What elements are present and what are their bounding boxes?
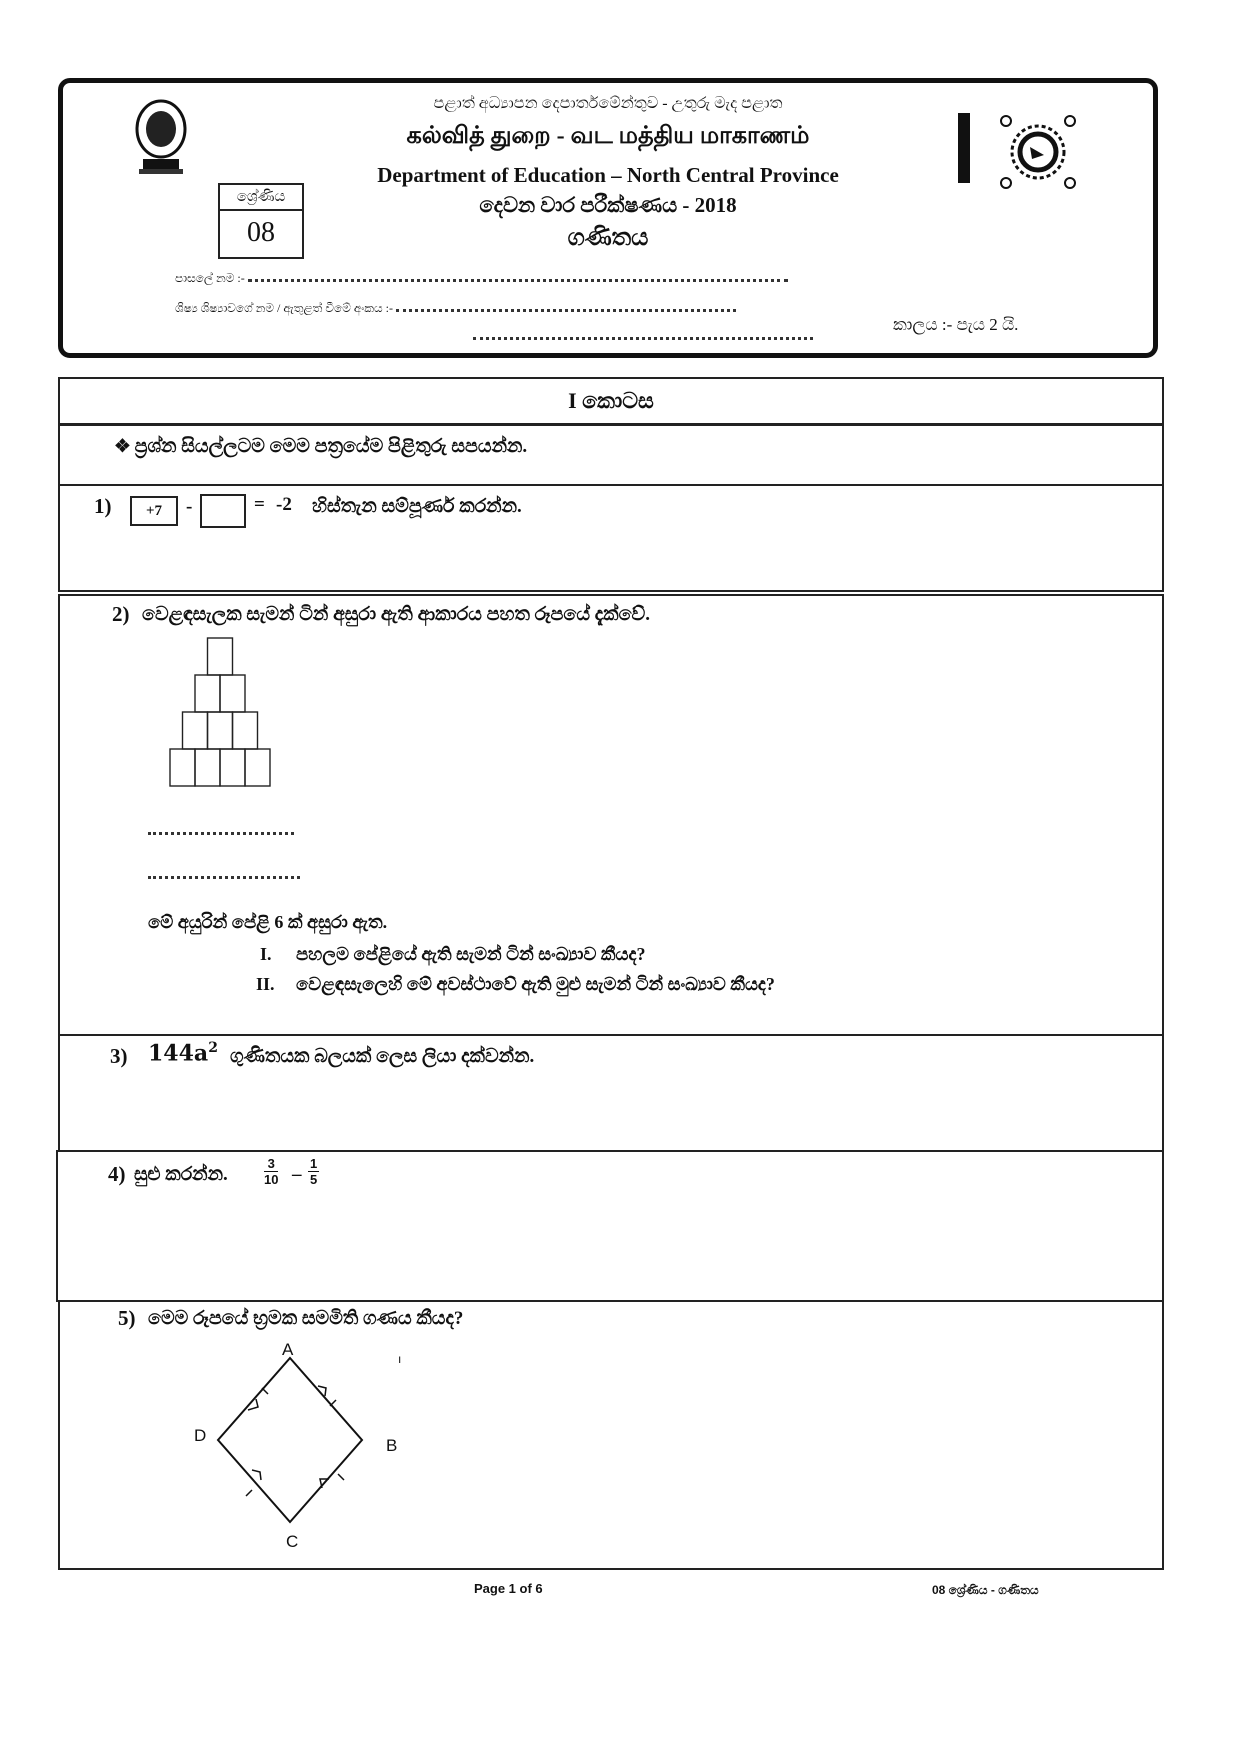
question-2-pattern-dots-2[interactable] [148, 872, 300, 879]
question-2-number: 2) [112, 602, 130, 626]
question-2-sub1-label: I. [260, 944, 272, 964]
tin-box [245, 749, 270, 786]
student-name-field-2 [473, 327, 813, 344]
student-name-field [175, 299, 736, 316]
tin-stack-figure [160, 636, 280, 801]
question-4-fraction-1-numerator: 3 [264, 1156, 278, 1172]
question-2-sub1: පහලම පේළියේ ඇති සැමන් ටින් සංඛ්‍යාව කීයද? [296, 944, 646, 964]
question-1-result: -2 [276, 494, 292, 515]
page-number: Page 1 of 6 [474, 1581, 543, 1596]
question-4-fraction-2-denominator: 5 [310, 1172, 318, 1187]
tin-box [195, 675, 220, 712]
tin-box [183, 712, 208, 749]
question-5 [58, 1300, 1164, 1570]
province-line: පළාත් අධ්‍යාපන දෙපාර්තමේන්තුව - උතුරු මැද පළාත [433, 95, 783, 112]
school-name-field [175, 269, 788, 286]
exam-header [58, 78, 1158, 358]
question-4-text: සුළු කරන්න. [134, 1164, 228, 1185]
question-3-text: ගුණිතයක බලයක් ලෙස ලියා දක්වන්න. [230, 1046, 535, 1067]
question-1-given-box: +7 [130, 496, 178, 526]
question-2-rows-text: මේ අයුරින් පේළි 6 ක් අසුරා ඇත. [148, 912, 388, 932]
question-4 [56, 1150, 1164, 1302]
question-3-expression-exponent: 2 [208, 1040, 218, 1056]
question-2-sub2: වෙළඳසැලෙහි මේ අවස්ථාවේ ඇති මුළු සැමන් ටින් සංඛ්‍යාව කීයද? [296, 974, 775, 994]
question-2 [58, 594, 1164, 1036]
student-name-label: ශිෂ්‍ය ශිෂ්‍යාවගේ නම / ඇතුළත් වීමේ අංකය :- [175, 301, 394, 315]
tin-box [208, 638, 233, 675]
question-2-pattern-dots-1[interactable] [148, 828, 294, 835]
question-5-text: මෙම රූපයේ භ්‍රමක සමමිති ගණය කීයද? [148, 1308, 464, 1329]
department-line: Department of Education – North Central Province [377, 163, 839, 187]
tin-box [233, 712, 258, 749]
term-line: දෙවන වාර පරීක්ෂණය - 2018 [479, 193, 737, 217]
student-name-dots-2 [473, 327, 813, 340]
question-4-fraction-2-numerator: 1 [310, 1156, 318, 1171]
section-instruction: ❖ ප්‍රශ්න සියල්ලටම මෙම පත්‍රයේම පිළිතුරු සපයන්න. [58, 424, 1164, 486]
subject-line: ගණිතය [567, 225, 649, 251]
question-1-equals: = [254, 494, 265, 515]
question-4-minus: – [292, 1164, 302, 1185]
question-5-number: 5) [118, 1306, 136, 1330]
department-logo-icon [998, 113, 1078, 191]
grade-box [218, 183, 304, 259]
question-4-fraction-1 [264, 1156, 278, 1187]
point-d-label: D [194, 1426, 207, 1445]
question-1 [58, 484, 1164, 592]
question-2-sub2-label: II. [256, 974, 275, 994]
grade-label: ශ්‍රේණිය [220, 185, 302, 211]
point-c-label: C [286, 1532, 299, 1551]
tamil-dept-line: கல்வித் துறை - வட மத்திய மாகாணம் [406, 123, 810, 149]
grade-value: 08 [247, 217, 275, 248]
tin-box [208, 712, 233, 749]
question-3-expression [148, 1040, 218, 1066]
point-a-label: A [282, 1340, 294, 1359]
footer-subject: 08 ශ්‍රේණිය - ගණිතය [932, 1583, 1039, 1597]
question-3-number: 3) [110, 1044, 128, 1068]
student-name-dots [396, 299, 736, 312]
point-b-label: B [386, 1436, 398, 1455]
tin-box [220, 749, 245, 786]
time-allowed: කාලය :- පැය 2 යි. [893, 315, 1019, 334]
school-name-label: පාසලේ නම :- [175, 271, 245, 285]
question-4-fraction-1-denominator: 10 [264, 1172, 279, 1187]
question-1-text: හිස්තැන සම්පූර්ණ කරන්න. [312, 496, 522, 517]
question-1-number: 1) [94, 494, 112, 518]
question-4-number: 4) [108, 1162, 126, 1186]
question-2-text: වෙළඳසැලක සැමන් ටින් අසුරා ඇති ආකාරය පහත රූපයේ දැක්වේ. [142, 604, 650, 625]
question-1-minus: - [186, 496, 193, 517]
tin-box [220, 675, 245, 712]
question-3 [58, 1034, 1164, 1152]
tin-box [195, 749, 220, 786]
stray-mark: ı [398, 1352, 402, 1366]
question-4-fraction-2 [308, 1156, 319, 1187]
tin-box [170, 749, 195, 786]
paper-number-mark [958, 113, 970, 183]
question-1-answer-box[interactable] [200, 494, 246, 528]
section-title: I කොටස [58, 377, 1164, 425]
school-name-dots [248, 269, 788, 282]
question-3-expression-base: 144a [148, 1040, 209, 1067]
